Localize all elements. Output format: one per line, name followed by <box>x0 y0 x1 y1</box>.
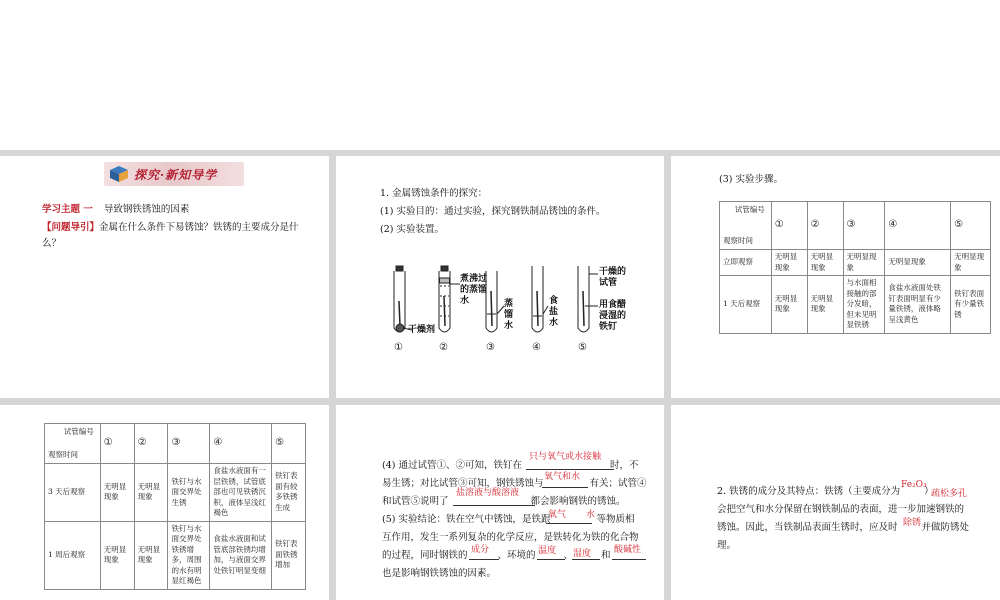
blank-line <box>612 559 646 560</box>
table-corner <box>720 202 772 250</box>
answer-1: 只与氧气或水接触 <box>529 452 602 462</box>
table-row <box>720 276 991 334</box>
label-nail: 用食醋浸湿的铁钉 <box>599 300 627 332</box>
label-dry-agent: 干燥剂 <box>408 325 436 335</box>
column-header: ① <box>771 202 807 250</box>
table-cell: 铁钉与水面交界处生锈 <box>168 464 210 522</box>
table-cell: 无明显现象 <box>885 250 951 276</box>
answer-3: 盐溶液与酸溶液 <box>456 488 520 498</box>
table-cell: 铁钉表面铁锈增加 <box>272 521 306 589</box>
table-cell: 食盐水液面有一层铁锈，试管底部也可见铁锈沉积，液体呈浅红褐色 <box>210 464 272 522</box>
column-header: ③ <box>843 202 885 250</box>
table-cell: 食盐水液面处铁钉表面明显有少量铁锈，液体略呈浅黄色 <box>885 276 951 334</box>
tube-number: ④ <box>532 342 541 353</box>
table-cell: 无明显现象 <box>100 521 134 589</box>
table-cell: 无明显现象 <box>771 250 807 276</box>
answer-5: 成分 <box>471 545 490 555</box>
table-cell: 食盐水液面和试管底部铁锈均增加，与液面交界处铁钉明显变细 <box>210 521 272 589</box>
table-row <box>720 250 991 276</box>
blank-line <box>542 487 588 488</box>
tube-number: ③ <box>486 342 495 353</box>
conclusion-line: (5) 实验结论：铁在空气中锈蚀，是铁跟 等物质相 <box>382 514 635 525</box>
answer-8: 酸碱性 <box>614 545 642 555</box>
section-banner <box>104 162 244 186</box>
conclusion-line: (4) 通过试管①、②可知，铁钉在 时，不 <box>382 460 639 471</box>
table-cell: 无明显现象 <box>807 250 843 276</box>
table-cell: 铁钉与水面交界处铁锈增多，周围的水有明显红褐色 <box>168 521 210 589</box>
answer-2: 氧气和水 <box>544 472 581 482</box>
label-boiled-water: 煮沸过的蒸馏水 <box>460 274 488 306</box>
rust-line: 会把空气和水分保留在钢铁制品的表面，进一步加速钢铁的 <box>717 504 965 515</box>
slide-2 <box>336 156 664 398</box>
slide-4 <box>0 405 329 600</box>
blank-line <box>546 523 592 524</box>
table-cell: 无明显现象 <box>807 276 843 334</box>
rust-line: 锈蚀。因此，当铁制品表面生锈时，应及时 并做防锈处 <box>717 522 970 533</box>
banner-title: 探究·新知导学 <box>134 168 218 182</box>
corner-bottom: 观察时间 <box>723 235 753 245</box>
table-cell: 无明显现象 <box>100 464 134 522</box>
conclusion-line: 也是影响钢铁锈蚀的因素。 <box>382 568 497 579</box>
row-time: 1 天后观察 <box>720 276 772 334</box>
table-cell: 无明显现象 <box>134 521 168 589</box>
table-row <box>45 464 306 522</box>
answer-derust: 除锈 <box>903 518 922 528</box>
gutter <box>664 150 671 600</box>
column-header: ④ <box>885 202 951 250</box>
rust-line: 理。 <box>717 540 737 551</box>
column-header: ④ <box>210 424 272 464</box>
blank-line <box>469 559 499 560</box>
answer-4a: 氧气 <box>548 510 567 520</box>
row-time: 3 天后观察 <box>45 464 101 522</box>
column-header: ① <box>100 424 134 464</box>
conclusion-line: 的过程，同时钢铁的 、环境的 、 和 <box>382 550 611 561</box>
label-distilled: 蒸馏水 <box>504 299 514 331</box>
topic-text: 导致钢铁锈蚀的因素 <box>103 204 190 215</box>
slide-1 <box>0 156 329 398</box>
answer-porous: 疏松多孔 <box>931 489 968 499</box>
blank-line <box>537 559 565 560</box>
book-icon <box>108 164 130 184</box>
table-cell: 无明显现象 <box>771 276 807 334</box>
tube-number: ① <box>394 342 403 353</box>
table-cell: 与水面相接触的部分发暗，但未见明显铁锈 <box>843 276 885 334</box>
observation-table-2 <box>44 423 306 590</box>
gutter <box>0 398 1000 405</box>
answer-formula: Fe₂O₃ <box>901 480 927 490</box>
answer-4b: 水 <box>586 510 596 520</box>
column-header: ② <box>807 202 843 250</box>
conclusion-line: 易生锈；对比试管③可知，钢铁锈蚀与 有关；试管④ <box>382 478 647 489</box>
column-header: ② <box>134 424 168 464</box>
table-cell: 铁钉表面有较多铁锈生成 <box>272 464 306 522</box>
table-cell: 无明显现象 <box>843 250 885 276</box>
table-cell: 铁钉表面有少量铁锈 <box>951 276 991 334</box>
corner-top: 试管编号 <box>734 205 765 214</box>
item-1: 1. 金属锈蚀条件的探究： <box>380 188 488 199</box>
topic-label: 学习主题 一 <box>42 204 93 215</box>
tube-number: ⑤ <box>578 342 587 353</box>
answer-6: 温度 <box>538 546 557 556</box>
rust-line: 2. 铁锈的成分及其特点：铁锈（主要成分为 ） <box>717 486 934 497</box>
answer-7: 湿度 <box>573 549 592 559</box>
column-header: ⑤ <box>272 424 306 464</box>
column-header: ③ <box>168 424 210 464</box>
table-header-row <box>720 202 991 250</box>
item-purpose: (1) 实验目的：通过实验，探究钢铁制品锈蚀的条件。 <box>380 206 606 217</box>
guide-line <box>42 220 310 252</box>
table-header-row <box>45 424 306 464</box>
conclusion-line: 互作用，发生一系列复杂的化学反应，是铁转化为铁的化合物 <box>382 532 639 543</box>
label-salt-water: 食盐水 <box>549 296 559 328</box>
table-row <box>45 521 306 589</box>
row-time: 立即观察 <box>720 250 772 276</box>
slide-5 <box>336 405 664 600</box>
slide-3 <box>671 156 1000 398</box>
item-apparatus: (2) 实验装置。 <box>380 224 444 235</box>
row-time: 1 周后观察 <box>45 521 101 589</box>
blank-line <box>572 559 600 560</box>
blank-line <box>453 505 535 506</box>
topic-line <box>42 202 310 218</box>
column-header: ⑤ <box>951 202 991 250</box>
steps-title: (3) 实验步骤。 <box>719 174 783 185</box>
tube-number: ② <box>439 342 448 353</box>
corner-bottom: 观察时间 <box>48 449 78 459</box>
guide-text: 金属在什么条件下易锈蚀？铁锈的主要成分是什么？ <box>42 222 299 249</box>
corner-top: 试管编号 <box>63 427 94 436</box>
table-cell: 无明显现象 <box>951 250 991 276</box>
table-cell: 无明显现象 <box>134 464 168 522</box>
table-corner <box>45 424 101 464</box>
label-dry-tube: 干燥的试管 <box>599 267 627 288</box>
conclusion-line: 和试管⑤说明了 都会影响钢铁的锈蚀。 <box>382 496 626 507</box>
slide-6 <box>671 405 1000 600</box>
guide-label: 【问题导引】 <box>42 222 100 233</box>
gutter <box>329 150 336 600</box>
observation-table-1 <box>719 201 991 334</box>
